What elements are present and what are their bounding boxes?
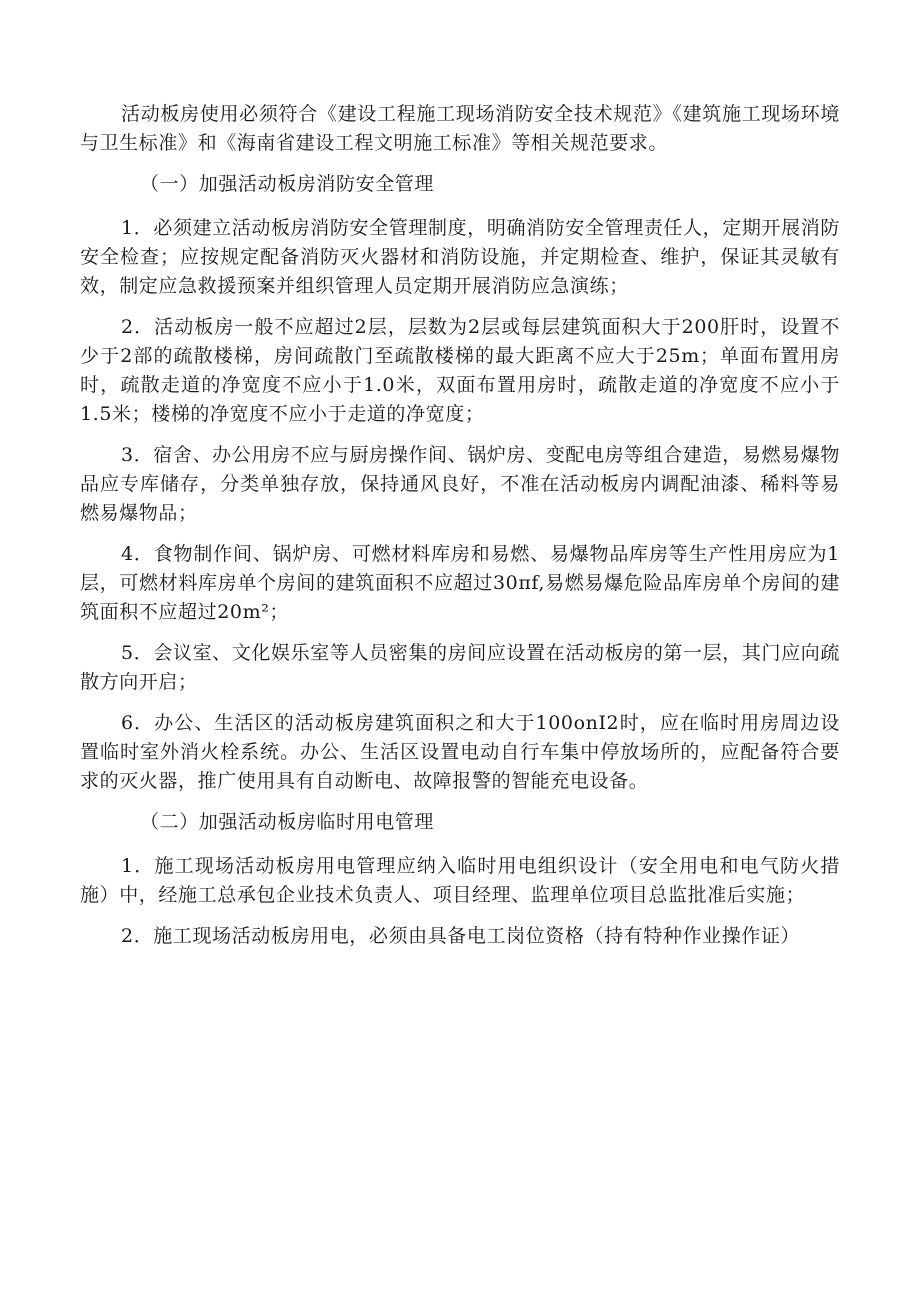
electricity-item-2: 2．施工现场活动板房用电，必须由具备电工岗位资格（持有特种作业操作证） [121, 925, 801, 947]
section-heading-fire-safety: （一）加强活动板房消防安全管理 [140, 173, 435, 195]
fire-safety-item-1: 1．必须建立活动板房消防安全管理制度，明确消防安全管理责任人，定期开展消防安全检查；应按规定配备消防灭火器材和消防设施，并定期检查、维护，保证其灵敏有效，制定应急救援预案并组织管理人员定期开展消防应急演练； [80, 217, 840, 297]
fire-safety-item-5: 5．会议室、文化娱乐室等人员密集的房间应设置在活动板房的第一层，其门应向疏散方向开启； [80, 642, 840, 693]
fire-safety-item-2: 2．活动板房一般不应超过2层，层数为2层或每层建筑面积大于200肝时，设置不少于2部的疏散楼梯，房间疏散门至疏散楼梯的最大距离不应大于25m；单面布置用房时，疏散走道的净宽度不应小于1.0米，双面布置用房时，疏散走道的净宽度不应小于1.5米；楼梯的净宽度不应小于走道的净宽度； [80, 316, 840, 425]
fire-safety-item-3: 3．宿舍、办公用房不应与厨房操作间、锅炉房、变配电房等组合建造，易燃易爆物品应专库储存，分类单独存放，保持通风良好，不准在活动板房内调配油漆、稀料等易燃易爆物品； [80, 444, 840, 524]
fire-safety-item-6: 6．办公、生活区的活动板房建筑面积之和大于100onI2时，应在临时用房周边设置临时室外消火栓系统。办公、生活区设置电动自行车集中停放场所的，应配备符合要求的灭火器，推广使用具有自动断电、故障报警的智能充电设备。 [80, 712, 840, 792]
intro-paragraph: 活动板房使用必须符合《建设工程施工现场消防安全技术规范》《建筑施工现场环境与卫生标准》和《海南省建设工程文明施工标准》等相关规范要求。 [80, 103, 840, 154]
fire-safety-item-4: 4．食物制作间、锅炉房、可燃材料库房和易燃、易爆物品库房等生产性用房应为1层，可燃材料库房单个房间的建筑面积不应超过30πf,易燃易爆危险品库房单个房间的建筑面积不应超过20m²； [80, 543, 840, 623]
document-page [80, 100, 840, 963]
electricity-item-1: 1．施工现场活动板房用电管理应纳入临时用电组织设计（安全用电和电气防火措施）中，经施工总承包企业技术负责人、项目经理、监理单位项目总监批准后实施； [80, 855, 840, 906]
section-heading-electricity: （二）加强活动板房临时用电管理 [140, 811, 435, 833]
